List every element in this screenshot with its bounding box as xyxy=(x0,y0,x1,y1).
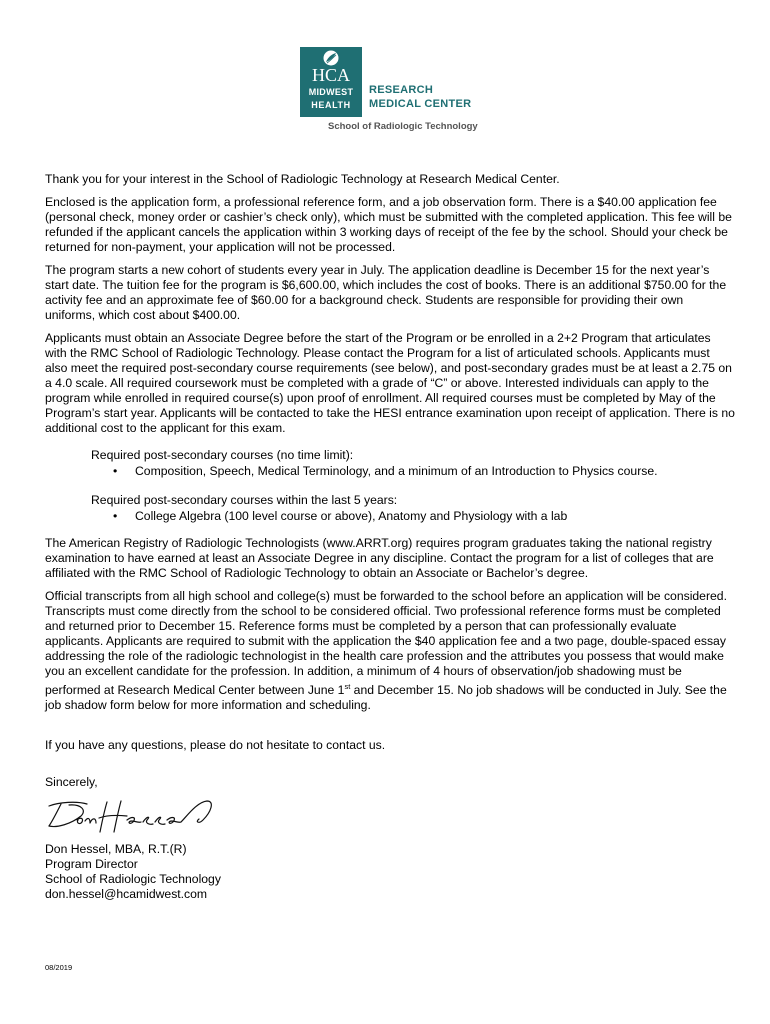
logo-hca-text: HCA xyxy=(311,65,350,85)
school-name: School of Radiologic Technology xyxy=(328,121,478,132)
enclosed-paragraph: Enclosed is the application form, a professional reference form, and a job observation form. There is a $40.00 application fee (personal check, money order or cashier’s check only), which must be submitted with the completed application. This fee will be refunded if the applicant cancels the application within 3 working days of receipt of the fee by the school. Should your check be returned for non-payment, your application will not be processed. xyxy=(45,195,732,254)
requirements-item-1: Composition, Speech, Medical Terminology, and a minimum of an Introduction to Physics course. xyxy=(135,464,658,478)
signer-name: Don Hessel, MBA, R.T.(R) xyxy=(45,842,187,857)
requirements-item-2: College Algebra (100 level course or above), Anatomy and Physiology with a lab xyxy=(135,509,568,523)
applicants-paragraph: Applicants must obtain an Associate Degree before the start of the Program or be enrolled in a 2+2 Program that articulates with the RMC School of Radiologic Technology. Please contact the Program for a list of articulated schools. Applicants must also meet the required post-secondary course requirements (see below), and post-secondary grades must be at least a 2.75 on a 4.0 scale. All required coursework must be completed with a grade of “C” or above. Interested individuals can apply to the program while enrolled in required course(s) upon proof of enrollment. All required courses must be completed by May of the Program’s start year. Applicants will be contacted to take the HESI entrance examination upon receipt of application. There is no additional cost to the applicant for this exam. xyxy=(45,331,735,435)
leaf-icon xyxy=(323,50,339,66)
bullet-icon: • xyxy=(113,509,118,523)
program-paragraph: The program starts a new cohort of students every year in July. The application deadline is December 15 for the next year’s start date. The tuition fee for the program is $6,600.00, which includes the cost of books. There is an additional $750.00 for the activity fee and an approximate fee of $60.00 for a background check. Students are responsible for providing their own uniforms, which cost about $400.00. xyxy=(45,263,727,322)
signer-org: School of Radiologic Technology xyxy=(45,872,221,887)
bullet-icon: • xyxy=(113,464,118,478)
signature-image xyxy=(47,798,222,836)
logo-health-text: HEALTH xyxy=(311,100,351,110)
org-name-line1: RESEARCH xyxy=(369,84,434,96)
hca-logo xyxy=(300,47,362,117)
requirements-heading-2: Required post-secondary courses within the last 5 years: xyxy=(91,493,398,507)
list-item xyxy=(113,464,735,479)
arrt-paragraph: The American Registry of Radiologic Technologists (www.ARRT.org) requires program graduates taking the national registry examination to have earned at least an Associate Degree in any discipline. Contact the program for a list of colleges that are affiliated with the RMC School of Radiologic Technology to obtain an Associate or Bachelor’s degree. xyxy=(45,536,714,580)
org-name-line2: MEDICAL CENTER xyxy=(369,98,472,110)
intro-paragraph: Thank you for your interest in the School of Radiologic Technology at Research Medical Center. xyxy=(45,172,560,186)
list-item xyxy=(113,509,735,524)
logo-midwest-text: MIDWEST xyxy=(308,87,354,97)
transcripts-text-b: and December 15. No job shadows will be conducted in July. See the job shadow form below for more information and scheduling. xyxy=(45,683,727,713)
transcripts-text-a: Official transcripts from all high school and college(s) must be forwarded to the school before an application will be considered. Transcripts must come directly from the school to be considered official. Two professional reference forms must be completed and returned prior to December 15. Reference forms must be completed by a person that can professionally evaluate applicants. Applicants are required to submit with the application the $40 application fee and a two page, double-spaced essay addressing the role of the radiologic technologist in the health care profession and the attributes you possess that would make you an excellent candidate for the profession. In addition, a minimum of 4 hours of observation/job shadowing must be performed at Research Medical Center between June 1 xyxy=(45,589,727,698)
closing-line: Sincerely, xyxy=(45,775,98,790)
requirements-heading-1: Required post-secondary courses (no time limit): xyxy=(91,448,354,462)
questions-line: If you have any questions, please do not hesitate to contact us. xyxy=(45,738,386,753)
signer-title: Program Director xyxy=(45,857,138,872)
signature-block xyxy=(45,842,735,902)
signer-email: don.hessel@hcamidwest.com xyxy=(45,887,208,902)
ordinal-suffix: st xyxy=(344,682,351,691)
transcripts-paragraph xyxy=(45,589,735,713)
letter-body xyxy=(45,172,735,902)
footer-date-code: 08/2019 xyxy=(45,963,73,972)
